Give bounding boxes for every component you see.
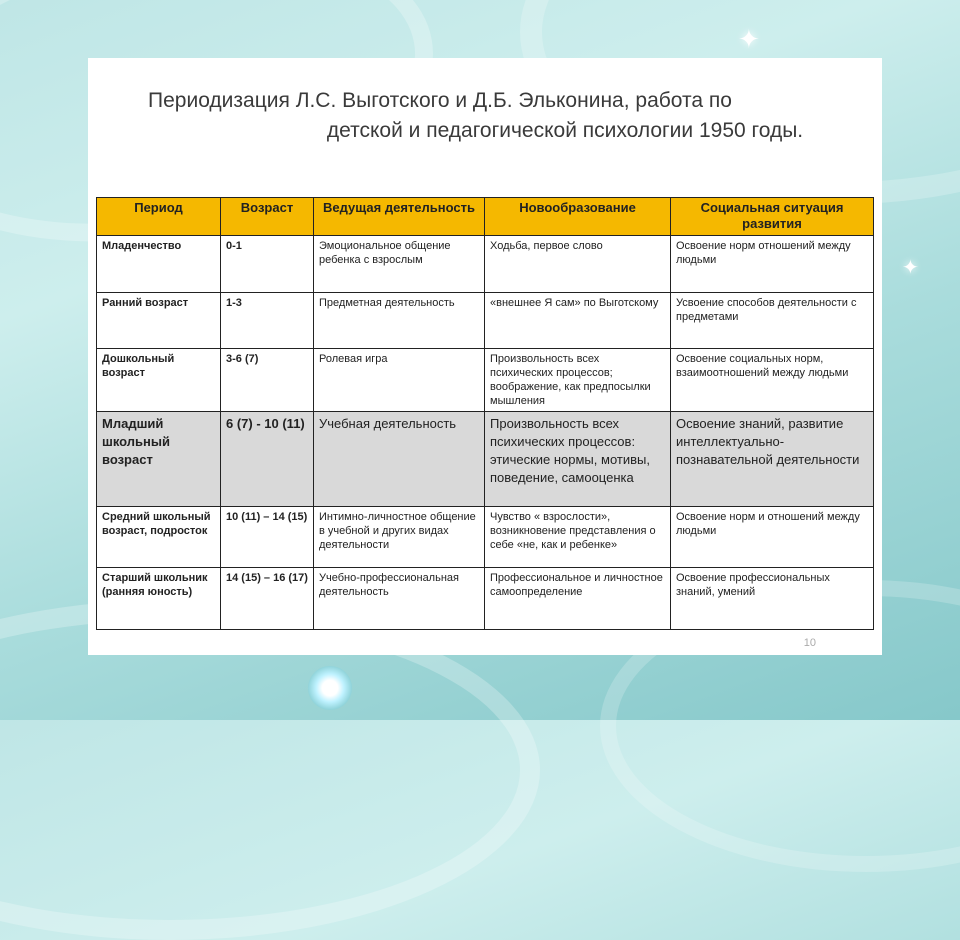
cell-neoformation: Чувство « взрослости», возникновение представления о себе «не, как и ребенке» (485, 507, 671, 568)
sparkle-icon: ✦ (902, 257, 919, 279)
cell-social: Освоение знаний, развитие интеллектуально-познавательной деятельности (671, 412, 874, 507)
cell-activity: Учебная деятельность (314, 412, 485, 507)
cell-age: 3-6 (7) (221, 349, 314, 412)
slide (88, 58, 882, 655)
cell-period: Младший школьный возраст (97, 412, 221, 507)
cell-neoformation: Произвольность всех психических процессов: этические нормы, мотивы, поведение, самооценка (485, 412, 671, 507)
page-number: 10 (803, 637, 816, 649)
cell-age: 10 (11) – 14 (15) (221, 507, 314, 568)
table-row (97, 507, 874, 568)
periodization-table (96, 197, 874, 630)
glow-orb (308, 666, 352, 710)
cell-age: 1-3 (221, 293, 314, 349)
cell-social: Освоение социальных норм, взаимоотношений между людьми (671, 349, 874, 412)
cell-social: Освоение норм и отношений между людьми (671, 507, 874, 568)
title-line-2: детской и педагогической психологии 1950 годы. (326, 119, 804, 142)
cell-social: Освоение норм отношений между людьми (671, 236, 874, 293)
cell-activity: Ролевая игра (314, 349, 485, 412)
table-row (97, 293, 874, 349)
cell-period: Старший школьник (ранняя юность) (97, 568, 221, 630)
cell-period: Средний школьный возраст, подросток (97, 507, 221, 568)
cell-activity: Учебно-профессиональная деятельность (314, 568, 485, 630)
cell-period: Дошкольный возраст (97, 349, 221, 412)
cell-neoformation: «внешнее Я сам» по Выготскому (485, 293, 671, 349)
header-age: Возраст (221, 198, 314, 236)
cell-activity: Интимно-личностное общение в учебной и других видах деятельности (314, 507, 485, 568)
header-period: Период (97, 198, 221, 236)
sparkle-icon: ✦ (738, 24, 760, 54)
cell-neoformation: Профессиональное и личностное самоопределение (485, 568, 671, 630)
cell-neoformation: Произвольность всех психических процессов; воображение, как предпосылки мышления (485, 349, 671, 412)
cell-activity: Предметная деятельность (314, 293, 485, 349)
cell-period: Младенчество (97, 236, 221, 293)
table-row-highlighted (97, 412, 874, 507)
cell-age: 0-1 (221, 236, 314, 293)
cell-period: Ранний возраст (97, 293, 221, 349)
cell-neoformation: Ходьба, первое слово (485, 236, 671, 293)
table-row (97, 568, 874, 630)
header-social-situation: Социальная ситуация развития (671, 198, 874, 236)
slide-title (88, 86, 882, 146)
table-row (97, 349, 874, 412)
cell-social: Усвоение способов деятельности с предметами (671, 293, 874, 349)
cell-age: 6 (7) - 10 (11) (221, 412, 314, 507)
cell-social: Освоение профессиональных знаний, умений (671, 568, 874, 630)
table-row (97, 236, 874, 293)
header-neoformation: Новообразование (485, 198, 671, 236)
cell-activity: Эмоциональное общение ребенка с взрослым (314, 236, 485, 293)
title-line-1: Периодизация Л.С. Выготского и Д.Б. Эльконина, работа по (148, 89, 732, 112)
table-header-row (97, 198, 874, 236)
cell-age: 14 (15) – 16 (17) (221, 568, 314, 630)
header-activity: Ведущая деятельность (314, 198, 485, 236)
